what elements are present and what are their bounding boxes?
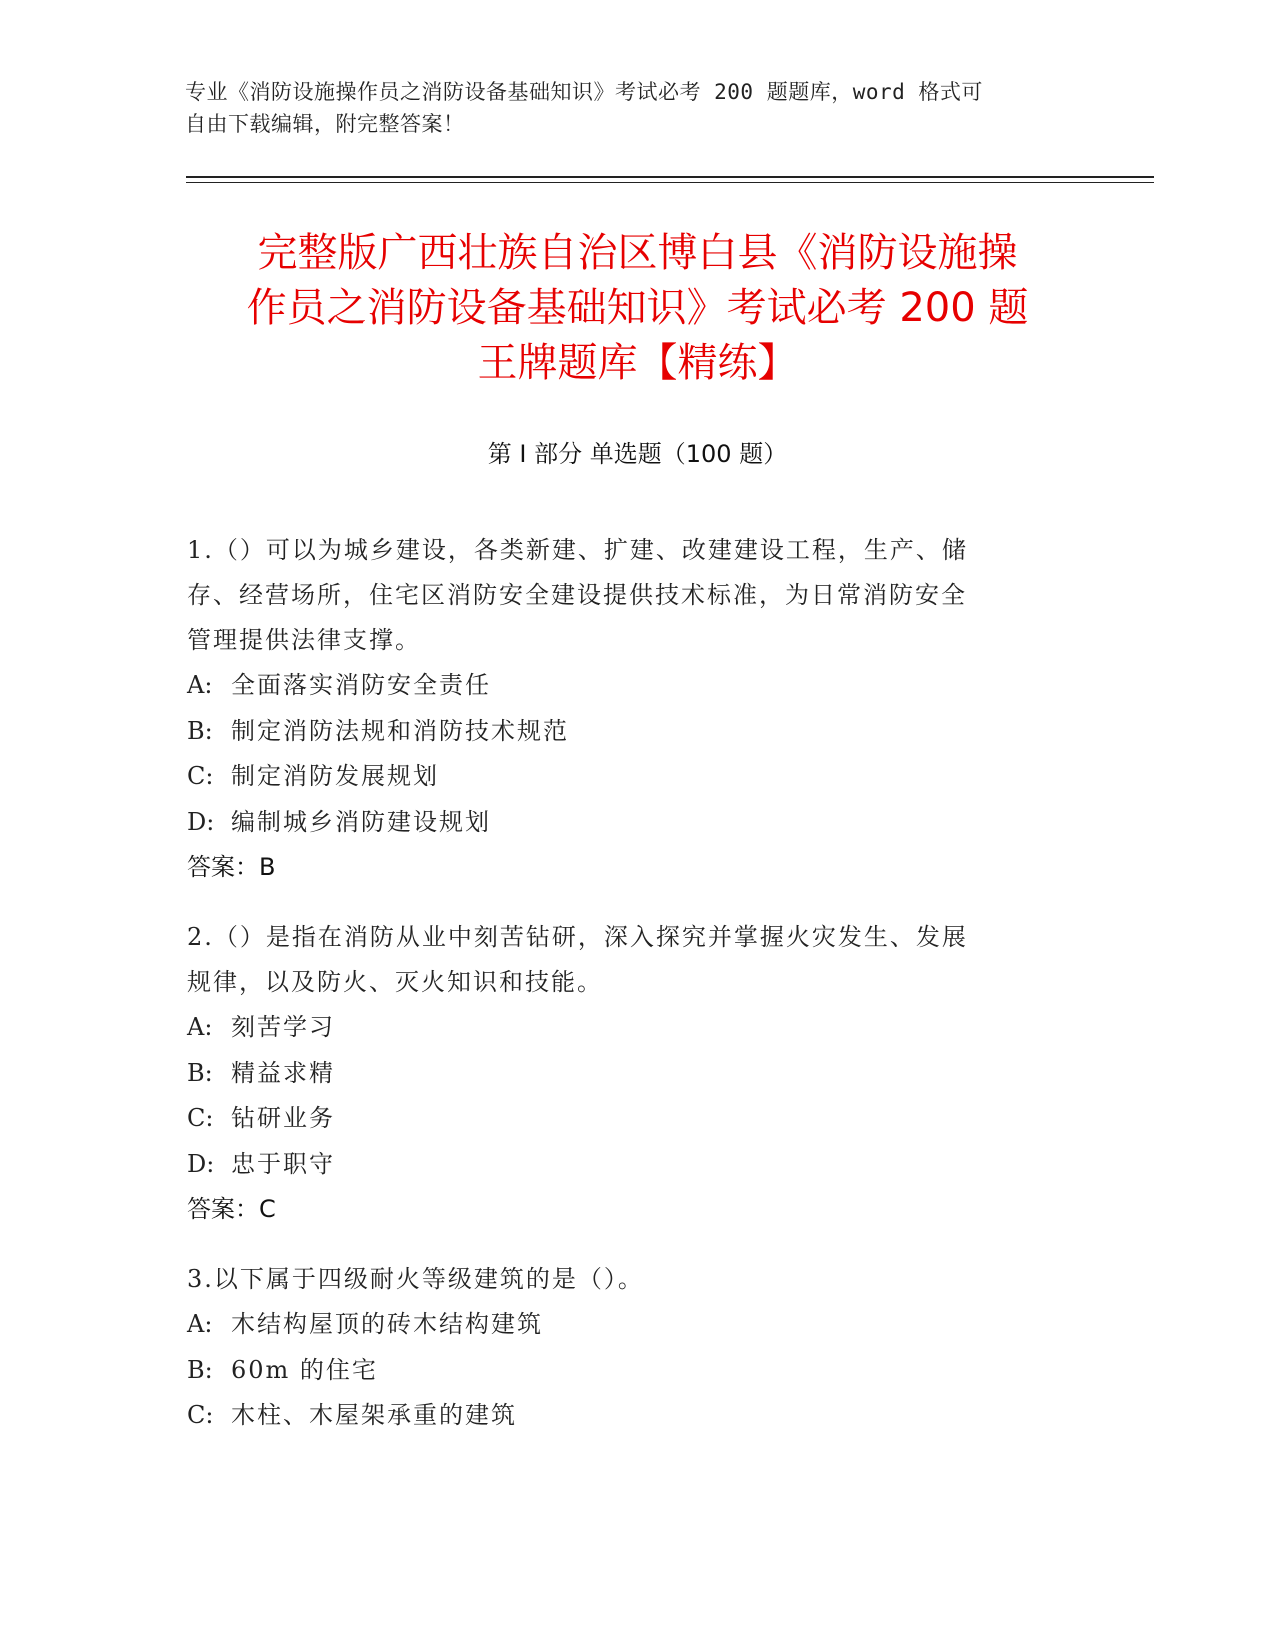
option-text: 制定消防法规和消防技术规范 bbox=[231, 716, 569, 745]
title-line: 王牌题库【精练】 bbox=[477, 340, 798, 386]
option-text: 精益求精 bbox=[231, 1058, 335, 1087]
option-letter: B: bbox=[187, 1058, 213, 1087]
option-text: 全面落实消防安全责任 bbox=[231, 671, 491, 699]
option-c bbox=[187, 754, 1067, 800]
option-b bbox=[187, 1051, 1067, 1097]
header-note-line: 专业《消防设施操作员之消防设备基础知识》考试必考 200 题题库，word 格式可 bbox=[185, 80, 983, 104]
option-letter: C: bbox=[187, 1104, 214, 1132]
question-text: 存、经营场所，住宅区消防安全建设提供技术标准，为日常消防安全 bbox=[187, 581, 967, 609]
option-a bbox=[187, 1302, 1067, 1348]
option-text: 木柱、木屋架承重的建筑 bbox=[231, 1401, 517, 1429]
question-text: 2.（）是指在消防从业中刻苦钻研，深入探究并掌握火灾发生、发展 bbox=[187, 923, 968, 951]
option-d bbox=[187, 1142, 1067, 1188]
question-list bbox=[187, 528, 1067, 1464]
option-text: 木结构屋顶的砖木结构建筑 bbox=[231, 1310, 543, 1338]
question-3 bbox=[187, 1257, 1067, 1439]
option-letter: A: bbox=[187, 1013, 213, 1041]
question-text: 管理提供法律支撑。 bbox=[187, 626, 421, 654]
header-divider-thin bbox=[186, 182, 1154, 183]
option-letter: A: bbox=[187, 1310, 213, 1338]
option-text: 编制城乡消防建设规划 bbox=[231, 807, 491, 836]
option-letter: B: bbox=[187, 1355, 213, 1384]
question-text: 3.以下属于四级耐火等级建筑的是（）。 bbox=[187, 1265, 644, 1293]
option-a bbox=[187, 663, 1067, 709]
option-text: 刻苦学习 bbox=[231, 1013, 335, 1041]
question-1 bbox=[187, 528, 1067, 890]
question-2 bbox=[187, 915, 1067, 1232]
title-line: 完整版广西壮族自治区博白县《消防设施操 bbox=[257, 230, 1018, 276]
option-text: 钻研业务 bbox=[231, 1104, 335, 1132]
option-b bbox=[187, 709, 1067, 755]
option-letter: B: bbox=[187, 716, 213, 745]
option-a bbox=[187, 1005, 1067, 1051]
option-d bbox=[187, 800, 1067, 846]
option-letter: C: bbox=[187, 762, 214, 790]
title-line: 作员之消防设备基础知识》考试必考 200 题 bbox=[246, 285, 1029, 331]
header-note-line: 自由下载编辑，附完整答案！ bbox=[185, 112, 465, 136]
answer-line: 答案：B bbox=[187, 853, 276, 881]
question-text: 规律，以及防火、灭火知识和技能。 bbox=[187, 968, 603, 996]
section-heading: 第 I 部分 单选题（100 题） bbox=[487, 440, 788, 468]
option-text: 60m 的住宅 bbox=[231, 1355, 378, 1384]
option-letter: C: bbox=[187, 1401, 214, 1429]
option-letter: D: bbox=[187, 807, 215, 836]
option-letter: A: bbox=[187, 671, 213, 699]
option-c bbox=[187, 1096, 1067, 1142]
document-title bbox=[150, 226, 1125, 391]
option-c bbox=[187, 1393, 1067, 1439]
option-text: 制定消防发展规划 bbox=[231, 762, 439, 790]
answer-line: 答案：C bbox=[187, 1195, 276, 1223]
header-divider bbox=[186, 176, 1154, 178]
option-letter: D: bbox=[187, 1149, 215, 1178]
header-note bbox=[185, 76, 1065, 140]
option-b bbox=[187, 1348, 1067, 1394]
option-text: 忠于职守 bbox=[231, 1149, 335, 1178]
question-text: 1.（）可以为城乡建设，各类新建、扩建、改建建设工程，生产、储 bbox=[187, 536, 968, 564]
